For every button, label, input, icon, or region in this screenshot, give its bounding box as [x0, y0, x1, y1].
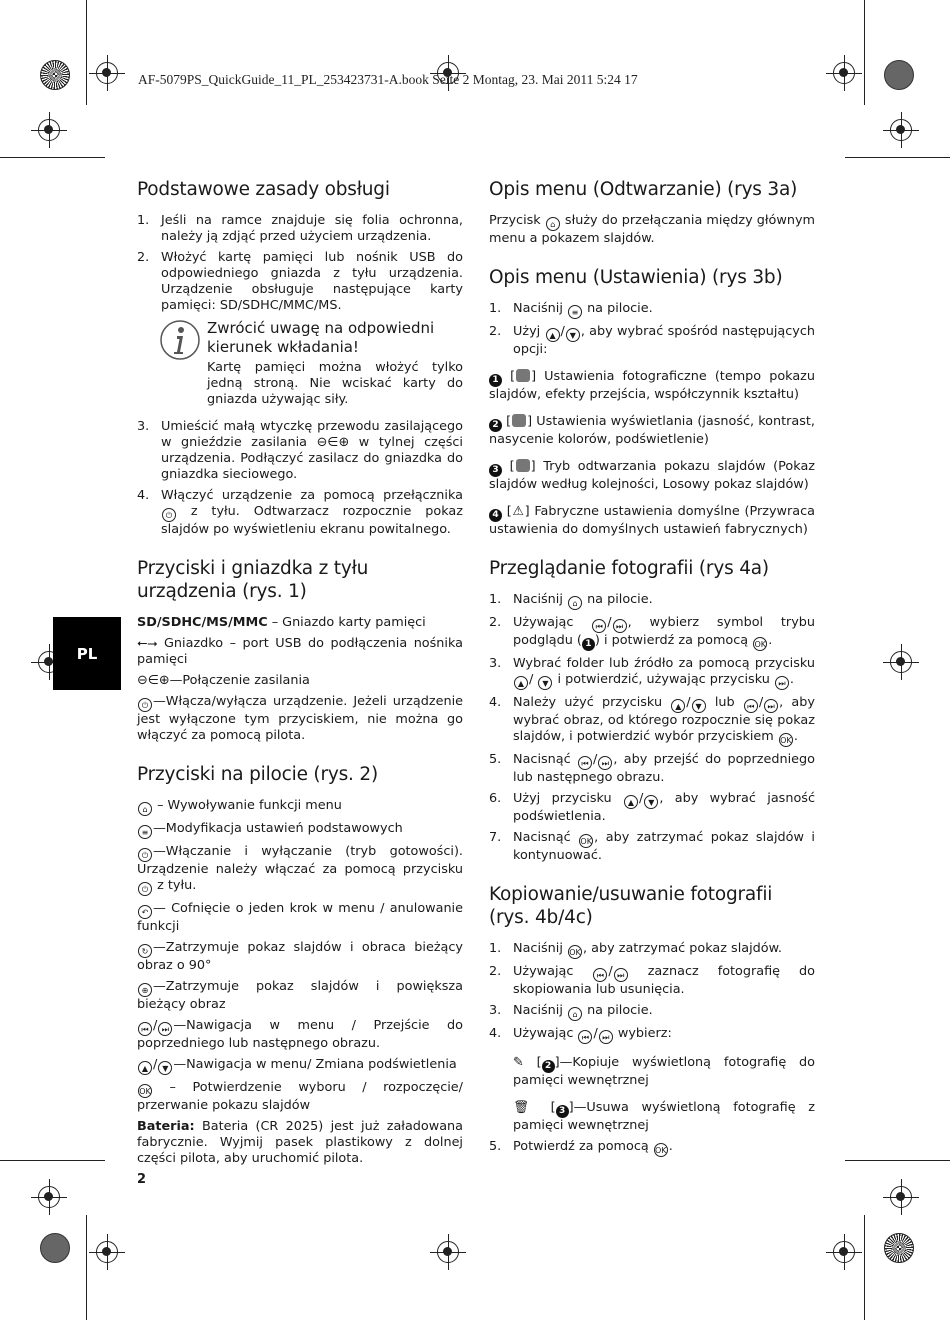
section-title-playback-menu: Opis menu (Odtwarzanie) (rys 3a) — [489, 179, 798, 200]
section-title-settings-menu: Opis menu (Ustawienia) (rys 3b) — [489, 267, 783, 288]
section-title-browse: Przeglądanie fotografii (rys 4a) — [489, 558, 769, 579]
up-icon: ▲ — [671, 699, 685, 713]
crop-line — [86, 1215, 87, 1320]
down-icon: ▼ — [644, 795, 658, 809]
list-item: 3. Umieścić małą wtyczkę przewodu zasilającego w gnieździe zasilania ⊖∈⊕ w tylnej części urządzenia. Podłączyć zasilacz do gniazdka do gniazdka sieciowego. — [137, 419, 463, 482]
usb-line: ⭠⭢ Gniazdko – port USB do podłączenia nośnika pamięci — [137, 636, 464, 667]
crosshair-mark — [96, 62, 118, 84]
list-item: 4. Używając ⏮ / ⏭ wybierz: — [489, 1026, 672, 1042]
list-item: 1. Jeśli na ramce znajduje się folia ochronna, należy ją zdjąć przed użyciem urządzenia. — [137, 213, 463, 244]
list-item: 3. Naciśnij ⌂ na pilocie. — [489, 1003, 653, 1019]
home-icon: ⌂ — [568, 596, 582, 610]
language-tab: PL — [53, 617, 121, 690]
registration-mark-grey — [40, 1233, 70, 1263]
left-column — [137, 178, 463, 1172]
remote-item: ▲ / ▼ —Nawigacja w menu/ Zmiana podświetlenia — [137, 1057, 463, 1075]
previous-icon: ⏮ — [578, 1030, 592, 1044]
crop-line — [0, 157, 105, 158]
ok-icon: OK — [579, 834, 593, 848]
power-icon: ⏻ — [138, 882, 152, 896]
crop-line — [845, 1160, 950, 1161]
ok-icon: OK — [753, 637, 767, 651]
up-icon: ▲ — [624, 795, 638, 809]
list-item: 4. Należy użyć przycisku ▲ / ▼ lub ⏮ / ⏭ , aby wybrać obraz, od którego rozpocznie się pokaz slajdów, i potwierdzić wybór przyciskiem OK . — [489, 695, 815, 745]
crosshair-mark — [890, 119, 912, 141]
previous-icon: ⏮ — [592, 619, 606, 633]
warning-icon: ⚠ — [511, 504, 525, 519]
right-column — [489, 178, 815, 1162]
list-item: 2. Użyj ▲ / ▼ , aby wybrać spośród następujących opcji: — [489, 324, 815, 357]
photo-settings-icon — [516, 369, 530, 382]
crosshair-mark — [38, 119, 60, 141]
list-item: 1. Naciśnij ⌂ na pilocie. — [489, 592, 653, 608]
home-icon: ⌂ — [138, 802, 152, 816]
crop-line — [864, 0, 865, 105]
option-photo: 1 [ ] Ustawienia fotograficzne (tempo pokazu slajdów, efekty przejścia, współczynnik kształtu) — [489, 369, 816, 402]
crop-line — [845, 157, 950, 158]
ok-icon: OK — [568, 945, 582, 959]
ok-icon: OK — [779, 733, 793, 747]
playback-text: Przycisk ⌂ służy do przełączania między głównym menu a pokazem slajdów. — [489, 213, 815, 246]
up-icon: ▲ — [546, 328, 560, 342]
crosshair-mark — [833, 62, 855, 84]
power-plug-icon: ⊖∈⊕ — [137, 673, 170, 688]
remote-item: ⌂ – Wywoływanie funkcji menu — [137, 798, 463, 816]
crop-line — [0, 1160, 105, 1161]
list-item: 6. Użyj przycisku ▲ / ▼ , aby wybrać jasność podświetlenia. — [489, 791, 815, 824]
info-icon — [159, 319, 201, 361]
zoom-icon: ⊕ — [138, 983, 152, 997]
next-icon: ⏭ — [614, 968, 628, 982]
number-1-icon: 1 — [582, 638, 595, 651]
list-item: 7. Nacisnąć OK , aby zatrzymać pokaz slajdów i kontynuować. — [489, 830, 815, 863]
list-item: 2. Włożyć kartę pamięci lub nośnik USB do odpowiedniego gniazda z tyłu urządzenia. Urządzenie obsługuje następujące karty pamięci: SD/SDHC/MMC/MS. — [137, 250, 463, 313]
ok-icon: OK — [654, 1143, 668, 1157]
registration-mark-grey — [884, 60, 914, 90]
number-4-icon: 4 — [489, 509, 502, 522]
previous-icon: ⏮ — [138, 1022, 152, 1036]
settings-icon: ≡ — [568, 305, 582, 319]
list-item: 3. Wybrać folder lub źródło za pomocą przycisku ▲ / ▼ i potwierdzić, używając przycisku ⏭ . — [489, 656, 815, 688]
next-icon: ⏭ — [158, 1022, 172, 1036]
next-icon: ⏭ — [599, 1030, 613, 1044]
remote-item: ↻ —Zatrzymuje pokaz slajdów i obraca bieżący obraz o 90° — [137, 940, 463, 973]
copy-option: ✎ [ 2 ]—Kopiuje wyświetloną fotografię do pamięci wewnętrznej — [513, 1055, 816, 1088]
section-title-basics: Podstawowe zasady obsługi — [137, 179, 390, 200]
list-item: 1. Naciśnij ≡ na pilocie. — [489, 301, 653, 317]
back-icon: ↶ — [138, 905, 152, 919]
crosshair-mark — [890, 651, 912, 673]
crop-line — [864, 1215, 865, 1320]
next-icon: ⏭ — [775, 676, 789, 690]
slideshow-mode-icon — [516, 459, 530, 472]
card-slot-line: SD/SDHC/MS/MMC – Gniazdo karty pamięci — [137, 615, 426, 630]
section-title-rear-buttons: Przyciski i gniazdka z tyłu urządzenia (rys. 1) — [137, 558, 369, 602]
power-icon: ⏻ — [138, 848, 152, 862]
power-line: ⊖∈⊕—Połączenie zasilania — [137, 673, 310, 688]
delete-option: 🗑 [ 3 ]—Usuwa wyświetloną fotografię z pamięci wewnętrznej — [513, 1100, 815, 1133]
crosshair-mark — [437, 1241, 459, 1263]
section-title-remote: Przyciski na pilocie (rys. 2) — [137, 764, 378, 785]
next-icon: ⏭ — [764, 699, 778, 713]
display-settings-icon — [512, 414, 526, 427]
list-item: 2. Używając ⏮ / ⏭ , wybierz symbol trybu podglądu ( 1 ) i potwierdź za pomocą OK . — [489, 615, 815, 649]
remote-item: ↶ — Cofnięcie o jeden krok w menu / anulowanie funkcji — [137, 901, 463, 934]
note-title: Zwrócić uwagę na odpowiedni kierunek wkładania! — [207, 319, 435, 356]
battery-note: Bateria: Bateria (CR 2025) jest już załadowana fabrycznie. Wyjmij pasek plastikowy z dolnej części pilota, aby uruchomić pilota. — [137, 1119, 463, 1166]
registration-mark-sun — [884, 1233, 914, 1263]
note-text: Kartę pamięci można włożyć tylko jedną stroną. Nie wciskać karty do gniazda używając siły. — [207, 360, 463, 407]
number-1-icon: 1 — [489, 374, 502, 387]
rotate-icon: ↻ — [138, 944, 152, 958]
crosshair-mark — [96, 1241, 118, 1263]
previous-icon: ⏮ — [593, 968, 607, 982]
number-3-icon: 3 — [556, 1105, 569, 1118]
previous-icon: ⏮ — [578, 756, 592, 770]
option-display: 2 [ ] Ustawienia wyświetlania (jasność, kontrast, nasycenie kolorów, podświetlenie) — [489, 414, 815, 447]
power-plug-icon: ⊖∈⊕ — [316, 435, 350, 450]
switch-line: ⏻ —Włącza/wyłącza urządzenie. Jeżeli urządzenie jest wyłączone tym przyciskiem, nie można go włączyć za pomocą pilota. — [137, 694, 463, 743]
file-header: AF-5079PS_QuickGuide_11_PL_253423731-A.book Seite 2 Montag, 23. Mai 2011 5:24 17 — [138, 72, 638, 87]
list-item: 2. Używając ⏮ / ⏭ zaznacz fotografię do skopiowania lub usunięcia. — [489, 964, 815, 997]
remote-item: ⊕ —Zatrzymuje pokaz slajdów i powiększa bieżący obraz — [137, 979, 463, 1012]
power-icon: ⏻ — [138, 698, 152, 712]
previous-icon: ⏮ — [744, 699, 758, 713]
down-icon: ▼ — [538, 676, 552, 690]
list-item: 5. Nacisnąć ⏮ / ⏭ , aby przejść do poprzedniego lub następnego obrazu. — [489, 752, 815, 785]
trash-icon: 🗑 — [513, 1100, 538, 1115]
power-icon: ⏻ — [162, 508, 176, 522]
number-2-icon: 2 — [489, 419, 502, 432]
crosshair-mark — [890, 1186, 912, 1208]
list-item: 5. Potwierdź za pomocą OK . — [489, 1139, 673, 1155]
note-box — [159, 319, 463, 413]
crop-line — [86, 0, 87, 105]
option-slideshow: 3 [ ] Tryb odtwarzania pokazu slajdów (Pokaz slajdów według kolejności, Losowy pokaz slajdów) — [489, 459, 816, 492]
down-icon: ▼ — [158, 1061, 172, 1075]
remote-item: ⏻ —Włączanie i wyłączanie (tryb gotowości). Urządzenie należy włączać za pomocą przycisku ⏻ z tyłu. — [137, 844, 463, 894]
home-icon: ⌂ — [546, 217, 560, 231]
home-icon: ⌂ — [568, 1007, 582, 1021]
option-factory: 4 [⚠] Fabryczne ustawienia domyślne (Przywraca ustawienia do domyślnych ustawień fabrycznych) — [489, 504, 816, 537]
crosshair-mark — [833, 1241, 855, 1263]
down-icon: ▼ — [692, 699, 706, 713]
remote-item: ⏮ / ⏭ —Nawigacja w menu / Przejście do poprzedniego lub następnego obrazu. — [137, 1018, 463, 1051]
copy-icon: ✎ — [513, 1055, 524, 1070]
ok-icon: OK — [138, 1084, 152, 1098]
remote-item: ≡ —Modyfikacja ustawień podstawowych — [137, 821, 463, 839]
remote-item: OK – Potwierdzenie wyboru / rozpoczęcie/ przerwanie pokazu slajdów — [137, 1080, 463, 1113]
registration-mark-sun — [40, 60, 70, 90]
number-2-icon: 2 — [542, 1060, 555, 1073]
up-icon: ▲ — [514, 676, 528, 690]
crosshair-mark — [38, 1186, 60, 1208]
section-title-copy-delete: Kopiowanie/usuwanie fotografii (rys. 4b/4c) — [489, 884, 773, 928]
list-item: 4. Włączyć urządzenie za pomocą przełącznika ⏻ z tyłu. Odtwarzacz rozpocznie pokaz slajdów po wyświetleniu ekranu powitalnego. — [137, 488, 463, 537]
next-icon: ⏭ — [598, 756, 612, 770]
list-item: 1. Naciśnij OK , aby zatrzymać pokaz slajdów. — [489, 941, 782, 957]
usb-icon: ⭠⭢ — [137, 636, 158, 651]
settings-icon: ≡ — [138, 825, 152, 839]
number-3-icon: 3 — [489, 464, 502, 477]
page-number: 2 — [137, 1172, 147, 1187]
up-icon: ▲ — [138, 1061, 152, 1075]
down-icon: ▼ — [566, 328, 580, 342]
next-icon: ⏭ — [613, 619, 627, 633]
